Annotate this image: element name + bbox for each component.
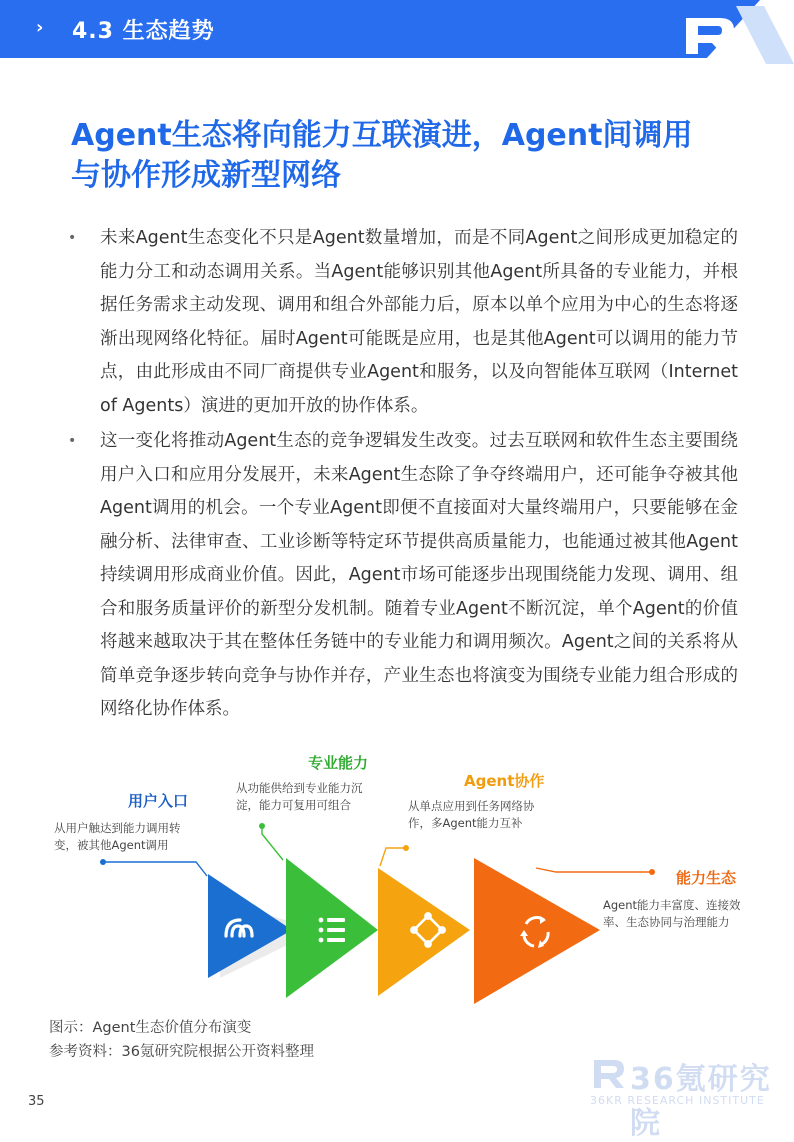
figure-title: 图示：Agent生态价值分布演变 <box>49 1020 252 1036</box>
stage-user-entry <box>54 792 292 978</box>
ecosystem-evolution-diagram <box>0 740 794 1020</box>
brand-logo-icon <box>676 6 794 64</box>
bullet-list <box>62 222 738 729</box>
connector-line <box>380 848 404 866</box>
figure-caption <box>49 1016 314 1064</box>
stage-desc: 从单点应用到任务网络协 <box>408 799 535 813</box>
stage-desc: 从用户触达到能力调用转 <box>54 821 181 835</box>
section-title: 4.3 生态趋势 <box>72 19 215 44</box>
heading-line-2: 与协作形成新型网络 <box>71 158 341 193</box>
stage-title: 能力生态 <box>676 869 737 887</box>
bullet-text: 未来Agent生态变化不只是Agent数量增加，而是不同Agent之间形成更加稳定的能力分工和动态调用关系。当Agent能够识别其他Agent所具备的专业能力，并根据任务需求主动发现、调用和组合外部能力后，原本以单个应用为中心的生态将逐渐出现网络化特征。届时Agent可能既是应用，也是其他Agent可以调用的能力节点，由此形成由不同厂商提供专业Agent和服务，以及向智能体互联网（Internet of Agents）演进的更加开放的协作体系。 <box>100 228 738 416</box>
list-icon <box>319 918 345 943</box>
figure-source: 参考资料：36氪研究院根据公开资料整理 <box>49 1044 314 1060</box>
connector-line <box>262 828 283 860</box>
stage-desc: 从功能供给到专业能力沉 <box>236 781 363 795</box>
bullet-text: 这一变化将推动Agent生态的竞争逻辑发生改变。过去互联网和软件生态主要围绕用户入口和应用分发展开，未来Agent生态除了争夺终端用户，还可能争夺被其他Agent调用的机会。一个专业Agent即便不直接面对大量终端用户，只要能够在金融分析、法律审查、工业诊断等特定环节提供高质量能力，也能通过被其他Agent持续调用形成商业价值。因此，Agent市场可能逐步出现围绕能力发现、调用、组合和服务质量评价的新型分发机制。随着专业Agent不断沉淀，单个Agent的价值将越来越取决于其在整体任务链中的专业能力和调用频次。Agent之间的关系将从简单竞争逐步转向竞争与协作并存，产业生态也将演变为围绕专业能力组合形成的网络化协作体系。 <box>100 431 738 719</box>
connector-line <box>105 862 207 876</box>
watermark-logo <box>586 1052 776 1141</box>
stage-desc: 淀，能力可复用可组合 <box>236 798 351 812</box>
stage-desc: 变，被其他Agent调用 <box>54 838 169 852</box>
stage-title: 用户入口 <box>128 792 189 810</box>
stage-title: 专业能力 <box>308 754 369 772</box>
stage-desc: 率、生态协同与治理能力 <box>603 915 730 929</box>
connector-line <box>536 868 650 872</box>
stage-desc: Agent能力丰富度、连接效 <box>603 898 741 912</box>
bullet-item <box>62 222 738 423</box>
bullet-dot-icon: • <box>68 433 77 449</box>
bullet-dot-icon: • <box>68 230 77 246</box>
stage-desc: 作，多Agent能力互补 <box>408 816 523 830</box>
stage-title: Agent协作 <box>464 772 545 790</box>
page-number: 35 <box>28 1094 45 1109</box>
stage-professional-capability <box>236 754 378 998</box>
watermark-en-text: 36KR RESEARCH INSTITUTE <box>590 1094 765 1107</box>
chevron-right-icon: › <box>36 17 44 38</box>
bullet-item <box>62 425 738 727</box>
stage-capability-ecosystem <box>474 858 741 1004</box>
watermark-cn-text: 36氪研究院 <box>630 1062 772 1141</box>
section-header <box>0 0 794 58</box>
page-heading <box>71 116 751 196</box>
watermark-r-icon <box>592 1056 626 1090</box>
heading-line-1: Agent生态将向能力互联演进，Agent间调用 <box>71 118 693 153</box>
